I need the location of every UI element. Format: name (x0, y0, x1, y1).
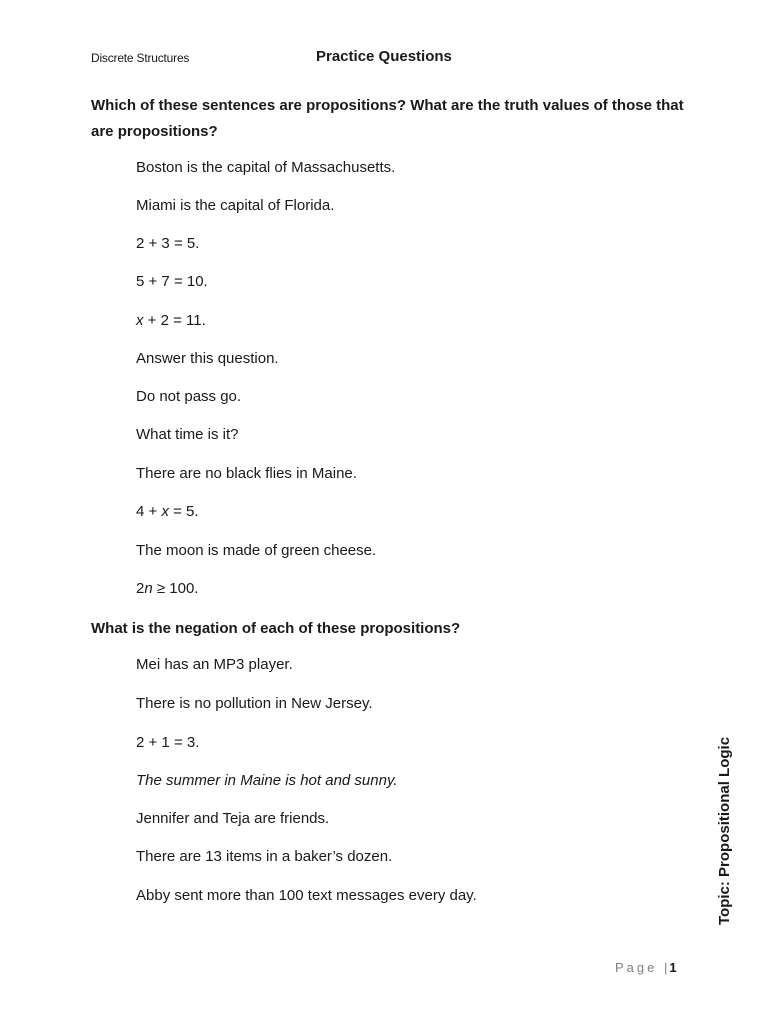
q1-item-4: 5 + 7 = 10. (136, 273, 208, 290)
q1-item-2: Miami is the capital of Florida. (136, 197, 335, 214)
footer-page-label: Page (615, 960, 658, 975)
header-course: Discrete Structures (91, 51, 190, 65)
q1-item-12: 2n ≥ 100. (136, 580, 199, 597)
q1-item-7: Do not pass go. (136, 388, 242, 405)
q1-item-10: 4 + x = 5. (136, 503, 199, 520)
page-number: 1 (669, 960, 677, 975)
q1-item-11: The moon is made of green cheese. (136, 542, 377, 559)
q1-item-8: What time is it? (136, 426, 239, 443)
q1-item-9: There are no black flies in Maine. (136, 465, 357, 482)
q2-item-7: Abby sent more than 100 text messages every day. (136, 887, 477, 904)
q2-item-1: Mei has an MP3 player. (136, 656, 293, 673)
footer-separator: | (664, 960, 668, 975)
q1-item-6: Answer this question. (136, 350, 279, 367)
q1-item-3: 2 + 3 = 5. (136, 235, 200, 252)
page-footer (615, 960, 677, 975)
q2-item-5: Jennifer and Teja are friends. (136, 810, 330, 827)
q2-item-2: There is no pollution in New Jersey. (136, 695, 373, 712)
q1-item-5: x + 2 = 11. (136, 312, 206, 329)
q2-item-6: There are 13 items in a baker’s dozen. (136, 848, 393, 865)
question-1-heading: Which of these sentences are propositions? What are the truth values of those that are propositions? (91, 97, 684, 140)
page-title: Practice Questions (316, 48, 452, 65)
q1-item-1: Boston is the capital of Massachusetts. (136, 159, 396, 176)
side-topic-label: Topic: Propositional Logic (716, 736, 733, 925)
q2-item-3: 2 + 1 = 3. (136, 734, 200, 751)
q2-item-4: The summer in Maine is hot and sunny. (136, 772, 398, 789)
question-2-heading: What is the negation of each of these propositions? (91, 620, 461, 637)
